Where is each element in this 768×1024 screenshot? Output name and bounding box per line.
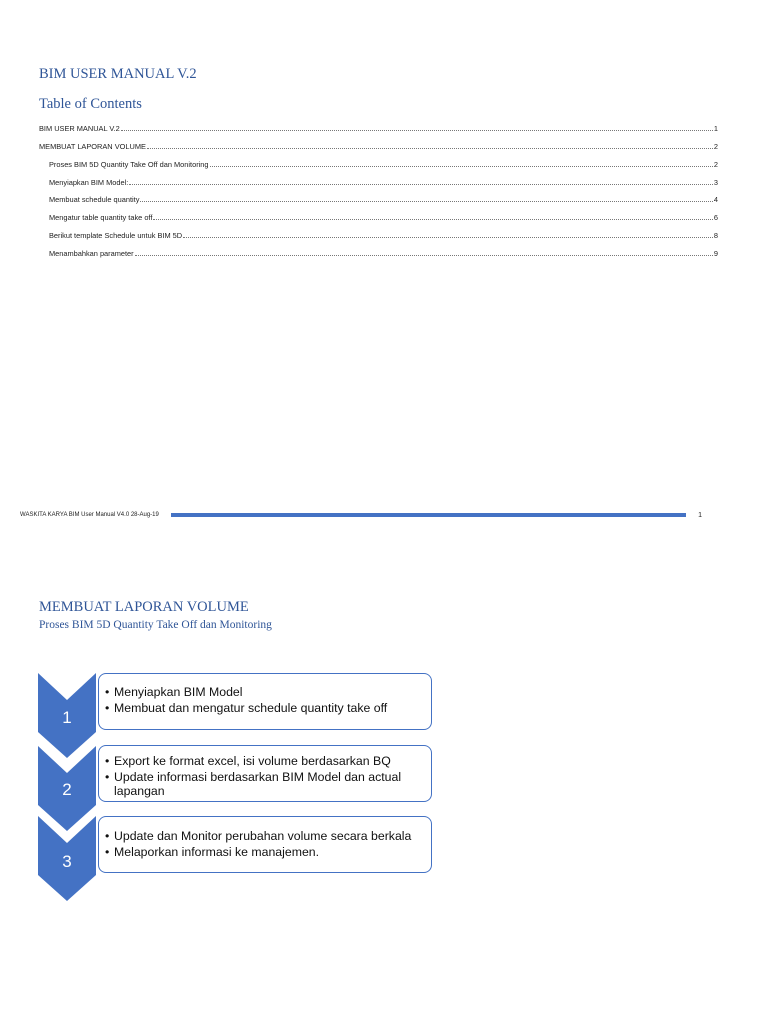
page-footer <box>20 509 702 521</box>
document-title: BIM USER MANUAL V.2 <box>39 66 197 82</box>
toc-leader <box>121 129 713 131</box>
step-2-list <box>105 754 425 798</box>
toc-entry-page: 6 <box>713 213 718 223</box>
footer-text: WASKITA KARYA BIM User Manual V4.0 28-Aug-19 <box>20 512 159 518</box>
toc-entry-label: Berikut template Schedule untuk BIM 5D <box>49 231 183 241</box>
toc-entry[interactable] <box>39 240 718 258</box>
step-3-item: • Update dan Monitor perubahan volume secara berkala <box>105 829 425 843</box>
toc-entry-label: Menambahkan parameter <box>49 249 134 259</box>
step-3-box <box>98 816 432 873</box>
toc-leader <box>153 218 712 220</box>
toc-entry-label: BIM USER MANUAL V.2 <box>39 123 120 133</box>
step-3-item: • Melaporkan informasi ke manajemen. <box>105 845 425 859</box>
toc-entry[interactable] <box>39 204 718 222</box>
toc-entry-page: 2 <box>713 141 718 151</box>
toc-leader <box>210 165 713 167</box>
toc-entry-label: Mengatur table quantity take off <box>49 213 153 223</box>
table-of-contents <box>39 115 718 258</box>
step-1-box <box>98 673 432 730</box>
toc-entry[interactable] <box>39 151 718 169</box>
toc-entry[interactable] <box>39 187 718 205</box>
footer-rule <box>171 513 686 517</box>
toc-heading: Table of Contents <box>39 96 142 112</box>
toc-entry-page: 8 <box>713 231 718 241</box>
step-2-box <box>98 745 432 802</box>
step-2-number: 2 <box>62 780 72 799</box>
toc-leader <box>129 183 713 185</box>
toc-entry[interactable] <box>39 222 718 240</box>
step-1-item: • Membuat dan mengatur schedule quantity take off <box>105 701 425 715</box>
toc-entry[interactable] <box>39 115 718 133</box>
section-heading: MEMBUAT LAPORAN VOLUME <box>39 599 249 615</box>
step-3-list <box>105 829 425 859</box>
toc-entry-label: Proses BIM 5D Quantity Take Off dan Monitoring <box>49 159 209 169</box>
step-1-item: • Menyiapkan BIM Model <box>105 685 425 699</box>
toc-entry-page: 3 <box>713 177 718 187</box>
toc-leader <box>183 236 713 238</box>
step-2-item: • Export ke format excel, isi volume berdasarkan BQ <box>105 754 425 768</box>
toc-leader <box>135 254 713 256</box>
step-1-list <box>105 685 425 715</box>
step-2-item: • Update informasi berdasarkan BIM Model dan actual lapangan <box>105 770 425 798</box>
section-subheading: Proses BIM 5D Quantity Take Off dan Monitoring <box>39 619 272 631</box>
toc-entry[interactable] <box>39 133 718 151</box>
toc-entry-label: Membuat schedule quantity <box>49 195 140 205</box>
toc-entry-page: 2 <box>713 159 718 169</box>
toc-leader <box>147 147 713 149</box>
toc-entry[interactable] <box>39 169 718 187</box>
toc-entry-page: 9 <box>713 249 718 259</box>
footer-page-number: 1 <box>698 511 702 519</box>
toc-entry-page: 4 <box>713 195 718 205</box>
step-3-number: 3 <box>62 852 72 871</box>
toc-entry-label: MEMBUAT LAPORAN VOLUME <box>39 141 146 151</box>
step-1-number: 1 <box>62 708 72 727</box>
toc-leader <box>140 200 712 202</box>
process-diagram <box>36 670 436 910</box>
toc-entry-label: Menyiapkan BIM Model: <box>49 177 129 187</box>
toc-entry-page: 1 <box>713 123 718 133</box>
